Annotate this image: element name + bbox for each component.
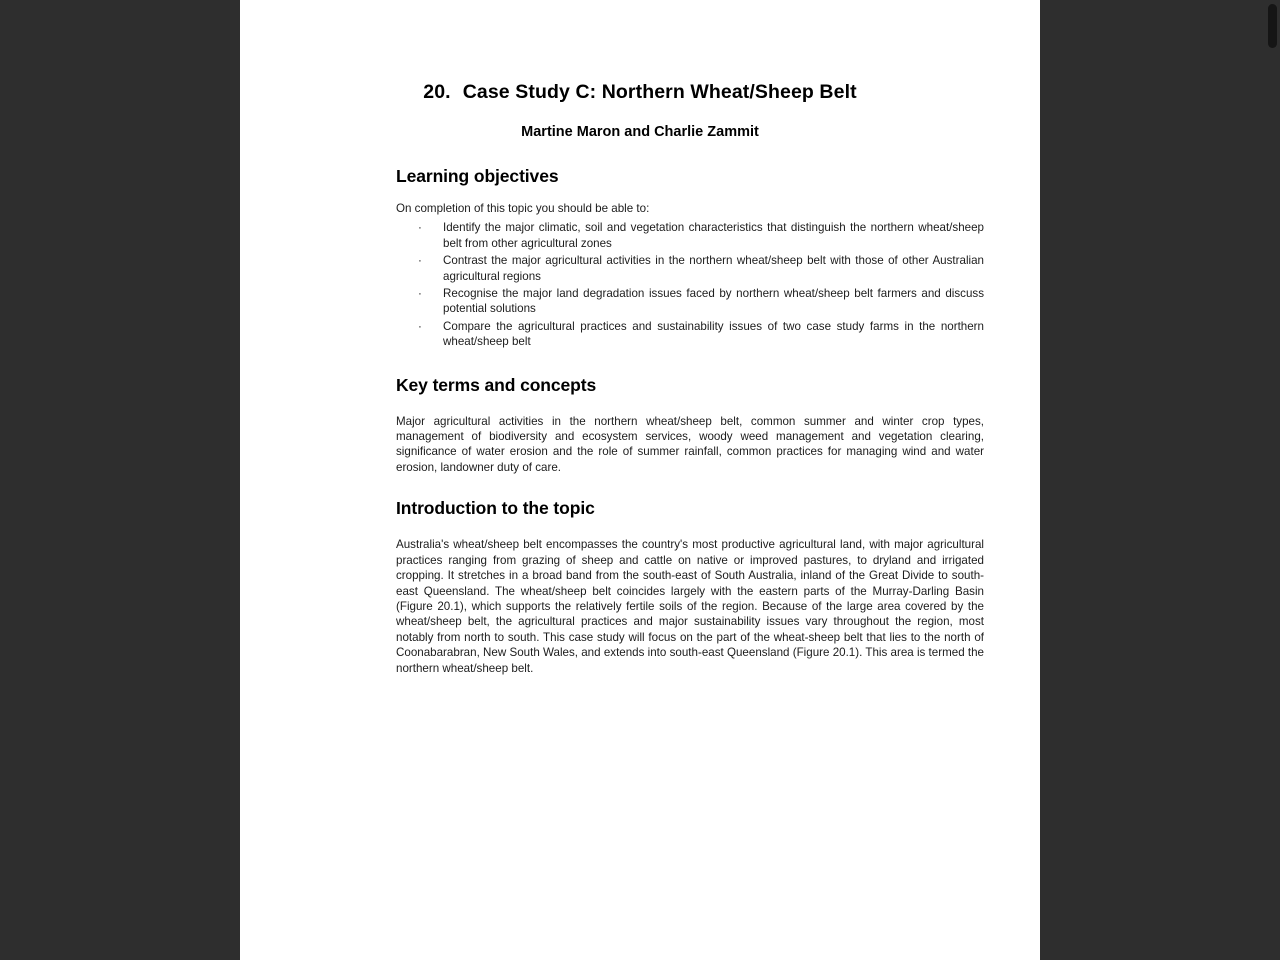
list-item-text: Identify the major climatic, soil and vegetation characteristics that distinguish the northern wheat/sheep belt from other agricultural zones <box>443 221 984 250</box>
bullet-marker-icon: · <box>418 221 422 235</box>
list-item <box>418 286 984 317</box>
bullet-marker-icon: · <box>418 287 422 301</box>
heading-learning-objectives: Learning objectives <box>396 166 559 186</box>
chapter-title-text: Case Study C: Northern Wheat/Sheep Belt <box>462 81 857 103</box>
list-item-text: Contrast the major agricultural activities in the northern wheat/sheep belt with those of other Australian agricultural regions <box>443 254 984 283</box>
document-page <box>240 0 1040 960</box>
heading-introduction-to-the-topic: Introduction to the topic <box>396 498 595 519</box>
heading-key-terms-and-concepts: Key terms and concepts <box>396 374 597 395</box>
introduction-paragraph: Australia's wheat/sheep belt encompasses the country's most productive agricultural land, with major agricultural practices ranging from grazing of sheep and cattle on native or improved pastures, to dryland and irrigated cropping. It stretches in a broad band from the south-east of South Australia, inland of the Great Divide to south-east Queensland. The wheat/sheep belt coincides largely with the eastern parts of the Murray-Darling Basin (Figure 20.1), which supports the relatively fertile soils of the region. Because of the large area covered by the wheat/sheep belt, the agricultural practices and major sustainability issues vary throughout the region, most notably from north to south. This case study will focus on the part of the wheat-sheep belt that lies to the north of Coonabarabran, New South Wales, and extends into south-east Queensland (Figure 20.1). This area is termed the northern wheat/sheep belt. <box>396 538 984 675</box>
page-title <box>240 80 1040 104</box>
list-item <box>418 253 984 284</box>
learning-objectives-list <box>396 220 984 349</box>
chapter-number: 20. <box>423 81 451 103</box>
body-column <box>396 165 984 676</box>
authors-line: Martine Maron and Charlie Zammit <box>521 124 759 140</box>
list-item <box>418 319 984 350</box>
key-terms-paragraph: Major agricultural activities in the northern wheat/sheep belt, common summer and winter crop types, management of biodiversity and ecosystem services, woody weed management and vegetation clearing, significance of water erosion and the role of summer rainfall, common practices for managing wind and water erosion, landowner duty of care. <box>396 414 984 474</box>
list-item-text: Recognise the major land degradation issues faced by northern wheat/sheep belt farmers and discuss potential solutions <box>443 287 984 316</box>
bullet-marker-icon: · <box>418 319 422 333</box>
scrollbar-thumb[interactable] <box>1268 4 1277 48</box>
vertical-scrollbar[interactable] <box>1265 0 1280 960</box>
list-item <box>418 220 984 251</box>
list-item-text: Compare the agricultural practices and sustainability issues of two case study farms in the northern wheat/sheep belt <box>443 319 984 349</box>
bullet-marker-icon: · <box>418 254 422 268</box>
learning-objectives-lead-in: On completion of this topic you should be able to: <box>396 202 650 215</box>
